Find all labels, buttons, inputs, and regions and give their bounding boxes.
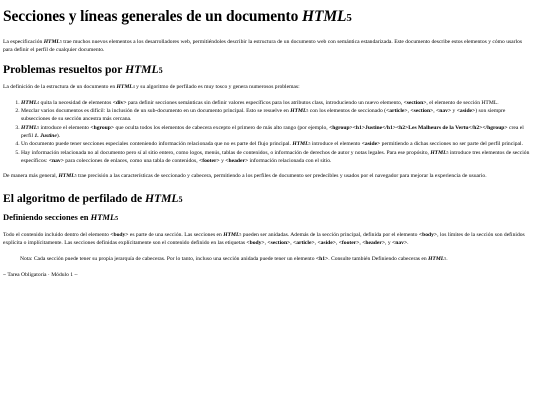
item2-tag-aside: <aside> bbox=[456, 108, 476, 115]
summary-version: 5 bbox=[74, 174, 77, 179]
list-item bbox=[21, 149, 531, 166]
summary-text: De manera más general, bbox=[3, 173, 59, 180]
item5-text-3: para colecciones de enlaces, como una tabla de contenidos, bbox=[63, 157, 200, 164]
algorithm-heading-html: HTML bbox=[145, 191, 179, 205]
intro-text: La especificación bbox=[3, 39, 44, 45]
sections-tag-nav: <nav> bbox=[392, 239, 408, 246]
note-text: Nota: Cada sección puede tener su propia jerarquía de cabeceras. Por lo tanto, incluso una sección anidada puede tener un elemento bbox=[20, 256, 316, 263]
item3-text-3: crea el perfil bbox=[21, 124, 524, 140]
item5-html: HTML bbox=[430, 149, 447, 156]
problems-heading-text: Problemas resueltos por bbox=[3, 62, 126, 76]
sections-sep-5: , bbox=[359, 239, 363, 246]
algorithm-heading-text: El algoritmo de perfilado de bbox=[3, 191, 146, 205]
sections-sep-2: , bbox=[290, 239, 294, 246]
item1-text-2: para definir secciones semánticas sin definir valores específicos para los atributos class, introduciendo un nuevo elemento, bbox=[126, 99, 404, 106]
algorithm-heading bbox=[3, 192, 531, 205]
intro-paragraph bbox=[3, 38, 531, 55]
sections-heading bbox=[3, 212, 531, 222]
sections-tag-body-2: <body> bbox=[418, 231, 438, 238]
problems-intro-text-2: y su algoritmo de perfilado es muy tosco y genera numerosos problemas: bbox=[134, 83, 300, 90]
sections-text-5: . bbox=[407, 239, 409, 246]
sections-paragraph bbox=[3, 231, 531, 248]
sections-tag-section: <section> bbox=[267, 239, 291, 246]
item5-text: Hay información relacionada no al documento pero sí al sitio entero, como logos, menús, tablas de contenidos, o información de derechos de autor y notas legales. Para ese propósito, bbox=[21, 149, 431, 156]
summary-html: HTML bbox=[58, 173, 75, 180]
title-html: HTML bbox=[302, 8, 347, 25]
page-footer: ~ Tarea Obligatoria · Módulo 1 ~ bbox=[3, 272, 78, 279]
problems-list bbox=[3, 99, 531, 165]
sections-tag-header: <header> bbox=[362, 239, 386, 246]
sections-version: 5 bbox=[239, 232, 242, 237]
problems-intro-version: 4 bbox=[132, 84, 135, 89]
sections-sep-3: , bbox=[314, 239, 318, 246]
item1-tag-div: <div> bbox=[112, 99, 127, 106]
title-text: Secciones y líneas generales de un documento bbox=[3, 8, 303, 25]
sections-heading-text: Definiendo secciones en bbox=[3, 211, 91, 222]
sections-text: Todo el contenido incluido dentro del elemento bbox=[3, 231, 111, 238]
note-paragraph bbox=[20, 255, 531, 263]
item2-html: HTML bbox=[290, 108, 307, 115]
page-title bbox=[3, 8, 531, 25]
sections-sep-4: , bbox=[335, 239, 339, 246]
summary-text-2: trae precisión a las características de seccionado y cabecera, permitiendo a los perfiles de documento ser predecibles y usados por el navegador para mejorar la experiencia de usuario. bbox=[76, 173, 487, 180]
problems-intro-html: HTML bbox=[116, 83, 133, 90]
item2-tag-article: <article> bbox=[386, 108, 408, 115]
item1-text: quita la necesidad de elementos bbox=[39, 99, 113, 106]
item4-html: HTML bbox=[292, 141, 309, 148]
item2-version: 5 bbox=[306, 109, 309, 114]
sections-text-2: es parte de una sección. Las secciones en bbox=[128, 231, 224, 238]
item5-text-5: información relacionada con el sitio. bbox=[248, 157, 332, 164]
item4-text-3: permitiendo a dichas secciones no ser parte del perfil principal. bbox=[380, 141, 523, 148]
item3-html: HTML bbox=[21, 124, 38, 131]
item4-tag-aside: <aside> bbox=[361, 141, 381, 148]
item4-text-2: introduce el elemento bbox=[310, 141, 362, 148]
item4-text: Un documento puede tener secciones especiales conteniendo información relacionada que no es parte del flujo principal. bbox=[21, 141, 293, 148]
sections-sep-6: , y bbox=[385, 239, 393, 246]
item2-sep-3: y bbox=[451, 108, 457, 115]
list-item bbox=[21, 124, 531, 141]
note-text-3: . bbox=[446, 256, 448, 263]
summary-paragraph bbox=[3, 172, 531, 180]
problems-heading-html: HTML bbox=[125, 62, 159, 76]
sections-sep: , bbox=[264, 239, 268, 246]
item2-tag-nav: <nav> bbox=[436, 108, 452, 115]
title-html-version: 5 bbox=[346, 12, 352, 24]
sections-tag-article: <article> bbox=[293, 239, 315, 246]
problems-intro-paragraph bbox=[3, 83, 531, 91]
intro-text-2: trae muchos nuevos elementos a los desarrolladores web, permitiéndoles describir la estructura de un documento web con semántica estandarizada. Este documento describe estos elementos y cómo usarlos para definir el perfil de cualquier documento. bbox=[3, 39, 523, 54]
note-version: 5 bbox=[444, 257, 447, 262]
item2-sep: , bbox=[407, 108, 411, 115]
list-item bbox=[21, 107, 531, 124]
item5-text-2: introduce tres elementos de sección específicos: bbox=[21, 149, 530, 164]
item5-tag-nav: <nav> bbox=[48, 157, 64, 164]
sections-tag-aside: <aside> bbox=[317, 239, 336, 246]
problems-heading-version: 5 bbox=[158, 65, 163, 75]
item5-tag-header: <header> bbox=[225, 157, 249, 164]
item3-tag-hgroup: <hgroup> bbox=[90, 124, 115, 131]
sections-tag-footer: <footer> bbox=[338, 239, 360, 246]
item5-tag-footer: <footer> bbox=[199, 157, 220, 164]
note-html: HTML bbox=[428, 256, 445, 263]
list-item bbox=[21, 99, 531, 107]
list-item bbox=[21, 140, 531, 148]
item4-version: 5 bbox=[308, 142, 311, 147]
sections-tag-body: <body> bbox=[110, 231, 129, 238]
sections-tag-body-3: <body> bbox=[246, 239, 265, 246]
algorithm-heading-version: 5 bbox=[178, 194, 183, 204]
item3-text-2: que oculta todos los elementos de cabecera excepto el primero de más alto rango (por ejemplo, bbox=[114, 124, 330, 131]
item3-code-example: <hgroup><h1>Justine</h1><h2>Les Malheurs de la Vertu</h2></hgroup> bbox=[329, 124, 508, 131]
item2-sep-2: , bbox=[433, 108, 437, 115]
item3-outline-example: 1. Justine bbox=[34, 133, 57, 140]
item2-text-3: ) son siempre subsecciones de su sección ancestra más cercana. bbox=[21, 108, 506, 123]
item1-html: HTML bbox=[21, 99, 38, 106]
item2-text-2: con los elementos de seccionado ( bbox=[308, 108, 387, 115]
item5-text-4: y bbox=[219, 157, 226, 164]
intro-html-version: 5 bbox=[59, 40, 62, 44]
item1-tag-section: <section> bbox=[403, 99, 427, 106]
document-page bbox=[3, 0, 531, 279]
problems-intro-text: La definición de la estructura de un documento en bbox=[3, 83, 117, 90]
item1-version: 4 bbox=[37, 100, 40, 105]
item3-text-4: ). bbox=[56, 133, 61, 140]
note-tag-h1: <h1> bbox=[315, 256, 329, 263]
item3-text: introduce el elemento bbox=[39, 124, 91, 131]
sections-heading-html: HTML bbox=[90, 211, 116, 222]
item5-version: 5 bbox=[446, 150, 449, 155]
item1-text-3: , el elemento de sección HTML. bbox=[426, 99, 499, 106]
sections-html: HTML bbox=[223, 231, 240, 238]
item2-text: Mezclar varios documentos es difícil: la inclusión de un sub-documento en un documento principal. Esto se resuelve en bbox=[21, 108, 291, 115]
sections-text-4: , los límites de la sección son definidos explícita o implícitamente. Las secciones definidas explícitamente son el contenido definido en las etiquetas bbox=[3, 231, 525, 246]
intro-html: HTML bbox=[43, 39, 60, 45]
item2-tag-section: <section> bbox=[410, 108, 434, 115]
item3-version: 5 bbox=[37, 125, 40, 130]
problems-heading bbox=[3, 63, 531, 76]
sections-text-3: pueden ser anidadas. Además de la sección principal, definida por el elemento bbox=[241, 231, 419, 238]
note-text-2: . Consulte también Definiendo cabeceras en bbox=[328, 256, 429, 263]
sections-heading-version: 5 bbox=[115, 215, 119, 222]
